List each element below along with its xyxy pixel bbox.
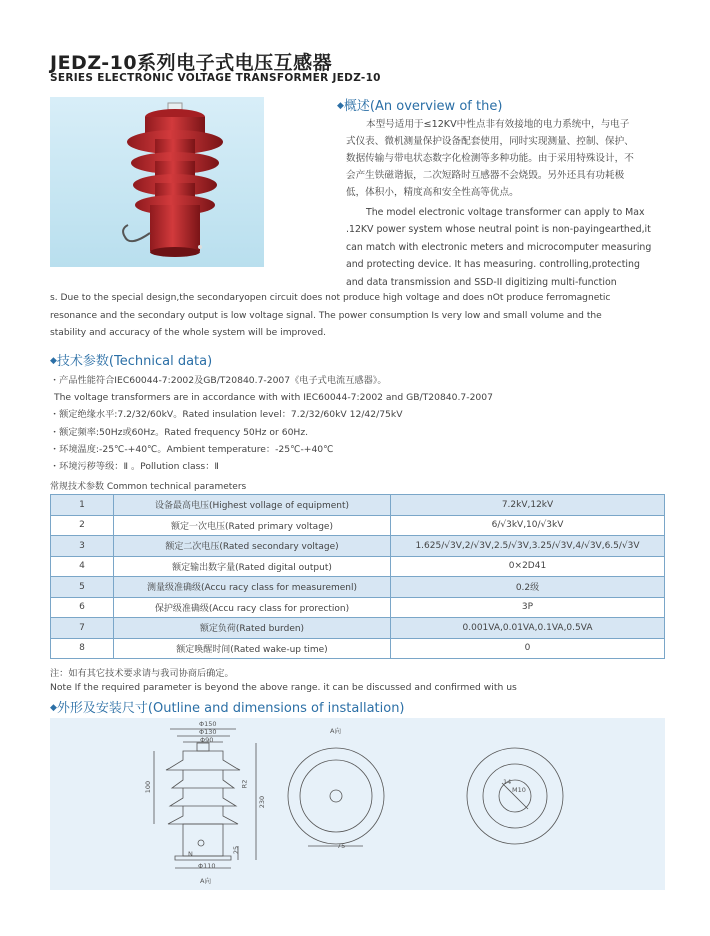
overview-en-line: and data transmission and SSD-II digitizing multi-function [346, 276, 617, 288]
overview-en-line: and protecting device. It has measuring. controlling,protecting [346, 259, 640, 271]
overview-cn [346, 116, 666, 201]
overview-en-full-line: s. Due to the special design,the secondaryopen circuit does not produce high voltage and does nOt produce ferromagnetic [50, 293, 611, 303]
overview-cn-line: 数据传输与带电状态数字化检测等多种功能。由于采用特殊设计，不 [346, 153, 634, 164]
outline-drawing [50, 718, 665, 890]
table-row [51, 597, 665, 618]
row-name: 额定一次电压(Rated primary voltage) [114, 515, 391, 536]
row-name: 设备最高电压(Highest vollage of equipment) [114, 495, 391, 516]
row-name: 保护级准确级(Accu racy class for prorection) [114, 597, 391, 618]
row-number: 6 [51, 597, 114, 618]
row-name: 额定二次电压(Rated secondary voltage) [114, 536, 391, 557]
row-value: 0 [391, 638, 665, 659]
dim-label: 25 [232, 845, 241, 855]
overview-cn-line: 低，体积小，精度高和安全性高等优点。 [346, 187, 519, 198]
bullet-item: ・额定频率:50Hz或60Hz。Rated frequency 50Hz or 60Hz. [50, 426, 309, 438]
overview-heading: ◆概述(An overview of the) [337, 99, 503, 114]
bullet-item: ・环境污秽等级：Ⅱ 。Pollution class：Ⅱ [50, 461, 219, 473]
dim-label: N [188, 850, 193, 858]
table-caption: 常规技术参数 Common technical parameters [50, 482, 247, 492]
overview-en-line: .12KV power system whose neutral point is non-payingearthed,it [346, 224, 651, 236]
outline-heading: ◆外形及安装尺寸(Outline and dimensions of installation) [50, 701, 405, 716]
overview-cn-line: 本型号适用于≤12KV中性点非有效接地的电力系统中，与电子 [366, 119, 630, 130]
table-row [51, 577, 665, 598]
row-name: 额定输出数字量(Rated digital output) [114, 556, 391, 577]
row-value: 0.001VA,0.01VA,0.1VA,0.5VA [391, 618, 665, 639]
table-row [51, 556, 665, 577]
row-value: 0.2级 [391, 577, 665, 598]
row-value: 7.2kV,12kV [391, 495, 665, 516]
table-row [51, 618, 665, 639]
row-number: 1 [51, 495, 114, 516]
bullet-item: The voltage transformers are in accordance with with IEC60044-7:2002 and GB/T20840.7-2007 [54, 392, 493, 404]
row-name: 测量级准确级(Accu racy class for measuremenl) [114, 577, 391, 598]
note-cn: 注：如有其它技术要求请与我司协商后确定。 [50, 668, 234, 679]
technical-heading: ◆技术参数(Technical data) [50, 354, 213, 369]
dim-label: R2 [240, 779, 249, 789]
overview-en-line: The model electronic voltage transformer can apply to Max [366, 207, 645, 218]
bullet-item: ・环境温度:-25℃-+40℃。Ambient temperature：-25℃-+40℃ [50, 443, 334, 455]
overview-en [346, 204, 666, 291]
note-en: Note If the required parameter is beyond the above range. it can be discussed and confirmed with us [50, 682, 517, 693]
bullet-diamond-icon: ◆ [50, 703, 57, 713]
dim-label: M10 [512, 786, 526, 794]
overview-cn-line: 会产生铁磁谐振，二次短路时互感器不会烧毁。另外还具有功耗极 [346, 170, 625, 181]
bullet-item: ・额定绝缘水平:7.2/32/60kV。Rated insulation level：7.2/32/60kV 12/42/75kV [50, 409, 403, 421]
table-row [51, 515, 665, 536]
outline-drawing-svg [50, 718, 665, 890]
row-number: 4 [51, 556, 114, 577]
view-label: A向 [200, 877, 211, 885]
dim-label: 14 [503, 778, 512, 786]
overview-en-full [50, 290, 668, 343]
table-row [51, 536, 665, 557]
dim-label: Φ130 [199, 728, 217, 736]
overview-en-line: can match with electronic meters and microcomputer measuring [346, 241, 652, 253]
row-value: 0×2D41 [391, 556, 665, 577]
row-name: 额定负荷(Rated burden) [114, 618, 391, 639]
product-photo [50, 97, 264, 267]
dim-label: 100 [144, 780, 153, 794]
dim-label: Φ150 [199, 720, 217, 728]
row-number: 3 [51, 536, 114, 557]
technical-bullets [50, 372, 493, 475]
page-title-en: SERIES ELECTRONIC VOLTAGE TRANSFORMER JEDZ-10 [50, 72, 381, 84]
overview-en-full-line: stability and accuracy of the whole system will be improved. [50, 328, 327, 338]
page-title-cn: JEDZ-10系列电子式电压互感器 [50, 52, 333, 74]
table-row [51, 638, 665, 659]
parameters-table [50, 494, 665, 659]
overview-cn-line: 式仪表、微机测量保护设备配套使用，同时实现测量、控制、保护、 [346, 136, 634, 147]
row-number: 5 [51, 577, 114, 598]
dim-label: Φ90 [200, 736, 214, 744]
row-number: 8 [51, 638, 114, 659]
row-value: 3P [391, 597, 665, 618]
bullet-diamond-icon: ◆ [50, 356, 57, 366]
bullet-item: ・产品性能符合IEC60044-7:2002及GB/T20840.7-2007《电子式电流互感器》。 [50, 375, 387, 386]
row-number: 7 [51, 618, 114, 639]
overview-en-full-line: resonance and the secondary output is low voltage signal. The power consumption Is very low and small volume and the [50, 310, 602, 321]
bullet-diamond-icon: ◆ [337, 101, 344, 111]
table-row [51, 495, 665, 516]
dim-label: 230 [258, 795, 267, 809]
dim-label: 75 [337, 842, 346, 850]
dim-label: Φ110 [198, 862, 216, 870]
row-value: 6/√3kV,10/√3kV [391, 515, 665, 536]
view-label: A向 [330, 727, 341, 735]
row-value: 1.625/√3V,2/√3V,2.5/√3V,3.25/√3V,4/√3V,6.5/√3V [391, 536, 665, 557]
row-number: 2 [51, 515, 114, 536]
row-name: 额定唤醒时间(Rated wake-up time) [114, 638, 391, 659]
